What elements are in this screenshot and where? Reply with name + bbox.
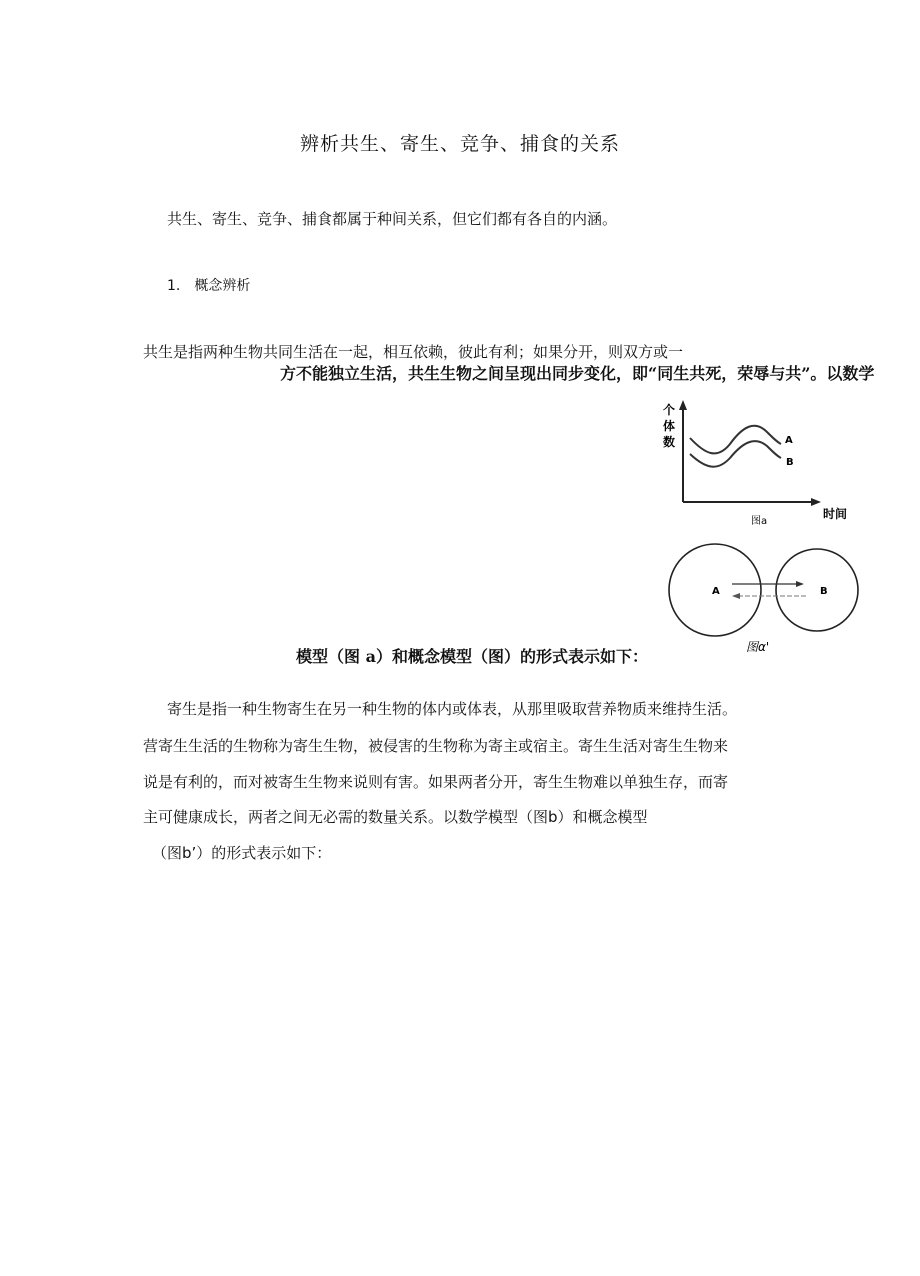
symbiosis-line-2: 方不能独立生活，共生生物之间呈现出同步变化，即“同生共死，荣辱与共”。以数学 <box>280 364 875 383</box>
symbiosis-line-3: 模型（图 a）和概念模型（图）的形式表示如下： <box>296 647 648 666</box>
figure-a-prime-arrowhead-left <box>732 593 740 599</box>
section-heading-concept: 1. 概念辨析 <box>167 278 251 294</box>
figure-a-prime-circle-b <box>776 549 858 631</box>
figure-a-y-label-3: 数 <box>663 435 676 449</box>
figure-a-prime-label-b: B <box>820 586 828 597</box>
intro-paragraph: 共生、寄生、竞争、捕食都属于种间关系，但它们都有各自的内涵。 <box>167 210 618 228</box>
figure-a-caption: 图a <box>751 516 768 527</box>
figure-a-curve-a-label: A <box>785 435 793 446</box>
figure-a-prime-caption: 图α' <box>746 640 770 654</box>
parasitism-line-4: 主可健康成长，两者之间无必需的数量关系。以数学模型（图b）和概念模型 <box>143 808 648 826</box>
parasitism-line-1: 寄生是指一种生物寄生在另一种生物的体内或体表，从那里吸取营养物质来维持生活。 <box>167 700 738 718</box>
figure-a-graph <box>655 398 865 528</box>
parasitism-line-3: 说是有利的，而对被寄生生物来说则有害。如果两者分开，寄生生物难以单独生存，而寄 <box>143 773 729 791</box>
figure-a-curve-b-label: B <box>786 457 794 468</box>
figure-a-x-label: 时间 <box>823 507 848 521</box>
parasitism-line-5: （图b’）的形式表示如下： <box>152 844 332 862</box>
figure-a-curve-b <box>690 441 781 467</box>
figure-a-y-label-2: 体 <box>663 419 676 433</box>
figure-a-x-arrow <box>811 498 821 506</box>
figure-a-prime-label-a: A <box>712 586 720 597</box>
figure-a-y-arrow <box>679 400 687 410</box>
page-title: 辨析共生、寄生、竞争、捕食的关系 <box>299 133 620 155</box>
figure-a-prime-diagram <box>662 541 862 663</box>
parasitism-line-2: 营寄生生活的生物称为寄生生物，被侵害的生物称为寄主或宿主。寄生生活对寄生生物来 <box>143 737 729 755</box>
symbiosis-line-1: 共生是指两种生物共同生活在一起，相互依赖，彼此有利；如果分开，则双方或一 <box>143 343 684 361</box>
figure-a-prime-arrowhead-right <box>796 581 804 587</box>
figure-a-curve-a <box>690 426 781 454</box>
figure-a-y-label-1: 个 <box>663 403 676 417</box>
